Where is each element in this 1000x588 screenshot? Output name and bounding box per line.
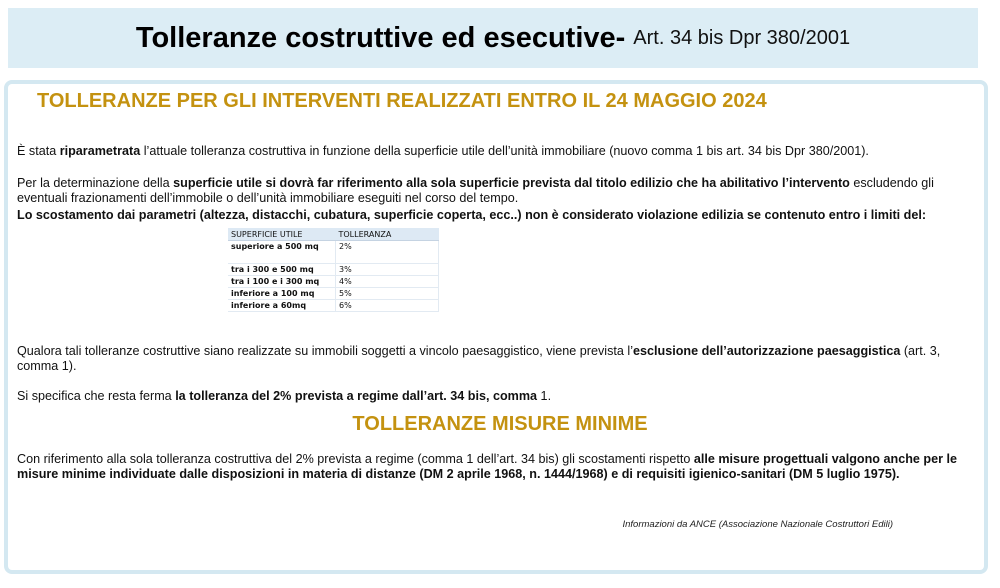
text-run-bold: alle misure progettuali valgono anche per le misure minime individuate dalle disposizioni in materia di distanze (DM 2 aprile 1968, n. 1444/1968) e di requisiti igienico-sanitari (DM 5 luglio 1975). (17, 452, 957, 481)
text-run-bold: superficie utile si dovrà far riferimento alla sola superficie prevista dal titolo edilizio che ha abilitativo l’intervento (173, 176, 850, 190)
table-cell-surface: inferiore a 60mq (228, 300, 336, 312)
table-row (228, 300, 439, 312)
paragraph-riparametrata (17, 144, 982, 159)
table-cell-tolerance: 3% (336, 264, 439, 276)
text-run: Per la determinazione della (17, 176, 174, 190)
text-run: Si specifica che resta ferma (17, 389, 176, 403)
header-banner (8, 8, 978, 68)
paragraph-vincolo-paesaggistico (17, 344, 982, 374)
table-cell-tolerance: 2% (336, 241, 439, 264)
text-run: escludendo gli eventuali frazionamenti dell’immobile o dell’unità immobiliare eseguiti nel corso del tempo. (17, 176, 934, 205)
section-title-tolerances: TOLLERANZE PER GLI INTERVENTI REALIZZATI ENTRO IL 24 MAGGIO 2024 (37, 90, 767, 112)
table-cell-surface: inferiore a 100 mq (228, 288, 336, 300)
text-run-bold: esclusione dell’autorizzazione paesaggistica (633, 344, 901, 358)
text-run: l’attuale tolleranza costruttiva in funzione della superficie utile dell’unità immobiliare (nuovo comma 1 bis art. 34 bis Dpr 380/2001). (140, 144, 869, 158)
table-row (228, 288, 439, 300)
source-note: Informazioni da ANCE (Associazione Nazionale Costruttori Edili) (622, 519, 893, 530)
text-run: Qualora tali tolleranze costruttive siano realizzate su immobili soggetti a vincolo paesaggistico, viene prevista l’ (17, 344, 633, 358)
paragraph-misure-minime (17, 452, 982, 482)
text-run-bold: riparametrata (59, 144, 141, 158)
table-header-row (228, 228, 439, 241)
column-header-tolerance: TOLLERANZA (336, 228, 439, 241)
section-title-minimum-measures: TOLLERANZE MISURE MINIME (352, 413, 648, 435)
tolerance-table (228, 228, 439, 312)
table-row (228, 241, 439, 264)
paragraph-tolleranza-2 (17, 389, 982, 404)
text-run: 1. (537, 389, 552, 403)
table-row (228, 276, 439, 288)
paragraph-superficie-utile (17, 176, 982, 206)
text-run: Con riferimento alla sola tolleranza costruttiva del 2% prevista a regime (comma 1 dell’art. 34 bis) gli scostamenti rispetto (17, 452, 694, 466)
table-cell-surface: tra i 300 e 500 mq (228, 264, 336, 276)
column-header-surface: SUPERFICIE UTILE (228, 228, 336, 241)
text-run-bold: Lo scostamento dai parametri (altezza, distacchi, cubatura, superficie coperta, ecc..) non è considerato violazione edilizia se contenuto entro i limiti del: (17, 208, 927, 222)
paragraph-scostamento (17, 208, 982, 223)
page-subtitle: Art. 34 bis Dpr 380/2001 (633, 26, 851, 49)
table-cell-surface: tra i 100 e i 300 mq (228, 276, 336, 288)
table-cell-surface: superiore a 500 mq (228, 241, 336, 264)
text-run: (art. 3, comma 1). (17, 344, 941, 373)
page-title: Tolleranze costruttive ed esecutive- (135, 21, 626, 54)
table-row (228, 264, 439, 276)
text-run-bold: la tolleranza del 2% prevista a regime dall’art. 34 bis, comma (175, 389, 538, 403)
table-cell-tolerance: 4% (336, 276, 439, 288)
table-cell-tolerance: 5% (336, 288, 439, 300)
table-cell-tolerance: 6% (336, 300, 439, 312)
text-run: È stata (17, 144, 60, 158)
